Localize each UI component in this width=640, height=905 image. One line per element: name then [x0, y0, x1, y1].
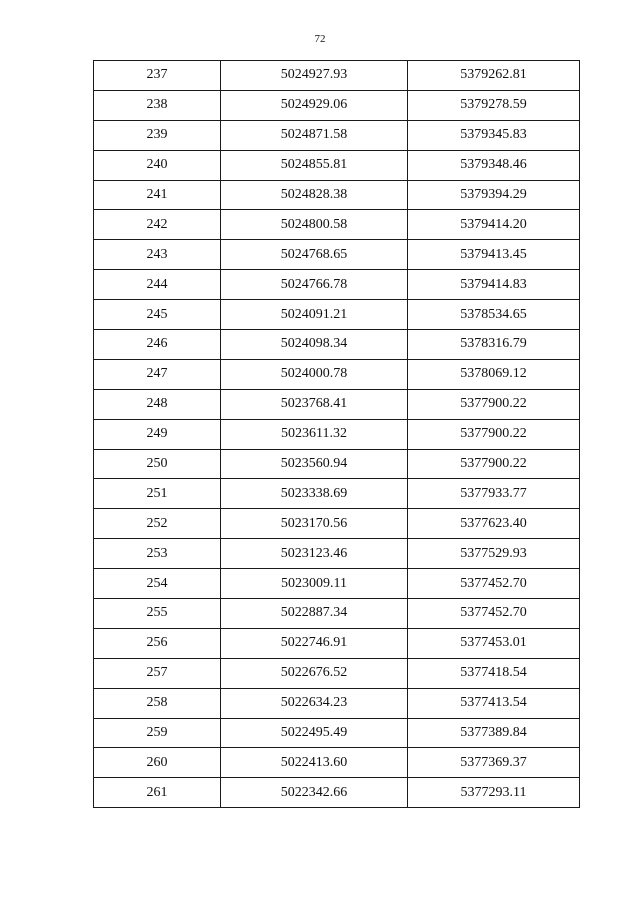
table-row: [94, 150, 580, 180]
point-number-cell: 256: [94, 628, 221, 658]
y-coordinate-cell: 5379262.81: [408, 61, 580, 91]
table-row: [94, 539, 580, 569]
table-row: [94, 120, 580, 150]
table-row: [94, 210, 580, 240]
x-coordinate-cell: 5024800.58: [221, 210, 408, 240]
table-row: [94, 180, 580, 210]
table-row: [94, 658, 580, 688]
y-coordinate-cell: 5377900.22: [408, 449, 580, 479]
x-coordinate-cell: 5024855.81: [221, 150, 408, 180]
table-row: [94, 330, 580, 360]
point-number-cell: 258: [94, 688, 221, 718]
x-coordinate-cell: 5024000.78: [221, 359, 408, 389]
x-coordinate-cell: 5023560.94: [221, 449, 408, 479]
point-number-cell: 245: [94, 300, 221, 330]
point-number-cell: 246: [94, 330, 221, 360]
y-coordinate-cell: 5379413.45: [408, 240, 580, 270]
point-number-cell: 252: [94, 509, 221, 539]
point-number-cell: 239: [94, 120, 221, 150]
table-row: [94, 479, 580, 509]
x-coordinate-cell: 5023338.69: [221, 479, 408, 509]
point-number-cell: 240: [94, 150, 221, 180]
y-coordinate-cell: 5379414.83: [408, 270, 580, 300]
point-number-cell: 237: [94, 61, 221, 91]
x-coordinate-cell: 5023123.46: [221, 539, 408, 569]
table-row: [94, 718, 580, 748]
x-coordinate-cell: 5023009.11: [221, 569, 408, 599]
table-row: [94, 688, 580, 718]
x-coordinate-cell: 5024929.06: [221, 90, 408, 120]
point-number-cell: 259: [94, 718, 221, 748]
x-coordinate-cell: 5024098.34: [221, 330, 408, 360]
x-coordinate-cell: 5022676.52: [221, 658, 408, 688]
y-coordinate-cell: 5378316.79: [408, 330, 580, 360]
y-coordinate-cell: 5377293.11: [408, 778, 580, 808]
x-coordinate-cell: 5022495.49: [221, 718, 408, 748]
x-coordinate-cell: 5023170.56: [221, 509, 408, 539]
point-number-cell: 243: [94, 240, 221, 270]
table-row: [94, 449, 580, 479]
point-number-cell: 253: [94, 539, 221, 569]
point-number-cell: 244: [94, 270, 221, 300]
x-coordinate-cell: 5022342.66: [221, 778, 408, 808]
y-coordinate-cell: 5377369.37: [408, 748, 580, 778]
x-coordinate-cell: 5022634.23: [221, 688, 408, 718]
x-coordinate-cell: 5024871.58: [221, 120, 408, 150]
y-coordinate-cell: 5378069.12: [408, 359, 580, 389]
y-coordinate-cell: 5379414.20: [408, 210, 580, 240]
table-row: [94, 270, 580, 300]
x-coordinate-cell: 5024766.78: [221, 270, 408, 300]
x-coordinate-cell: 5024768.65: [221, 240, 408, 270]
y-coordinate-cell: 5377389.84: [408, 718, 580, 748]
y-coordinate-cell: 5377453.01: [408, 628, 580, 658]
table-row: [94, 778, 580, 808]
y-coordinate-cell: 5378534.65: [408, 300, 580, 330]
table-row: [94, 628, 580, 658]
x-coordinate-cell: 5024927.93: [221, 61, 408, 91]
y-coordinate-cell: 5377413.54: [408, 688, 580, 718]
table-row: [94, 599, 580, 629]
point-number-cell: 247: [94, 359, 221, 389]
table-row: [94, 240, 580, 270]
table-row: [94, 300, 580, 330]
table-row: [94, 90, 580, 120]
point-number-cell: 260: [94, 748, 221, 778]
point-number-cell: 255: [94, 599, 221, 629]
x-coordinate-cell: 5023768.41: [221, 389, 408, 419]
x-coordinate-cell: 5024091.21: [221, 300, 408, 330]
y-coordinate-cell: 5377623.40: [408, 509, 580, 539]
y-coordinate-cell: 5377452.70: [408, 569, 580, 599]
y-coordinate-cell: 5377418.54: [408, 658, 580, 688]
y-coordinate-cell: 5377900.22: [408, 389, 580, 419]
point-number-cell: 242: [94, 210, 221, 240]
point-number-cell: 250: [94, 449, 221, 479]
y-coordinate-cell: 5379345.83: [408, 120, 580, 150]
y-coordinate-cell: 5379348.46: [408, 150, 580, 180]
point-number-cell: 238: [94, 90, 221, 120]
page-number: 72: [314, 33, 326, 45]
table-row: [94, 419, 580, 449]
coordinates-table: [93, 60, 580, 808]
table-row: [94, 748, 580, 778]
y-coordinate-cell: 5379278.59: [408, 90, 580, 120]
table-row: [94, 359, 580, 389]
point-number-cell: 241: [94, 180, 221, 210]
x-coordinate-cell: 5022746.91: [221, 628, 408, 658]
y-coordinate-cell: 5377529.93: [408, 539, 580, 569]
table-row: [94, 509, 580, 539]
point-number-cell: 249: [94, 419, 221, 449]
table-body: [94, 61, 580, 808]
table-row: [94, 389, 580, 419]
y-coordinate-cell: 5377452.70: [408, 599, 580, 629]
table-row: [94, 61, 580, 91]
point-number-cell: 254: [94, 569, 221, 599]
x-coordinate-cell: 5022887.34: [221, 599, 408, 629]
y-coordinate-cell: 5379394.29: [408, 180, 580, 210]
table-row: [94, 569, 580, 599]
y-coordinate-cell: 5377900.22: [408, 419, 580, 449]
point-number-cell: 248: [94, 389, 221, 419]
point-number-cell: 261: [94, 778, 221, 808]
point-number-cell: 251: [94, 479, 221, 509]
point-number-cell: 257: [94, 658, 221, 688]
x-coordinate-cell: 5022413.60: [221, 748, 408, 778]
x-coordinate-cell: 5023611.32: [221, 419, 408, 449]
y-coordinate-cell: 5377933.77: [408, 479, 580, 509]
x-coordinate-cell: 5024828.38: [221, 180, 408, 210]
